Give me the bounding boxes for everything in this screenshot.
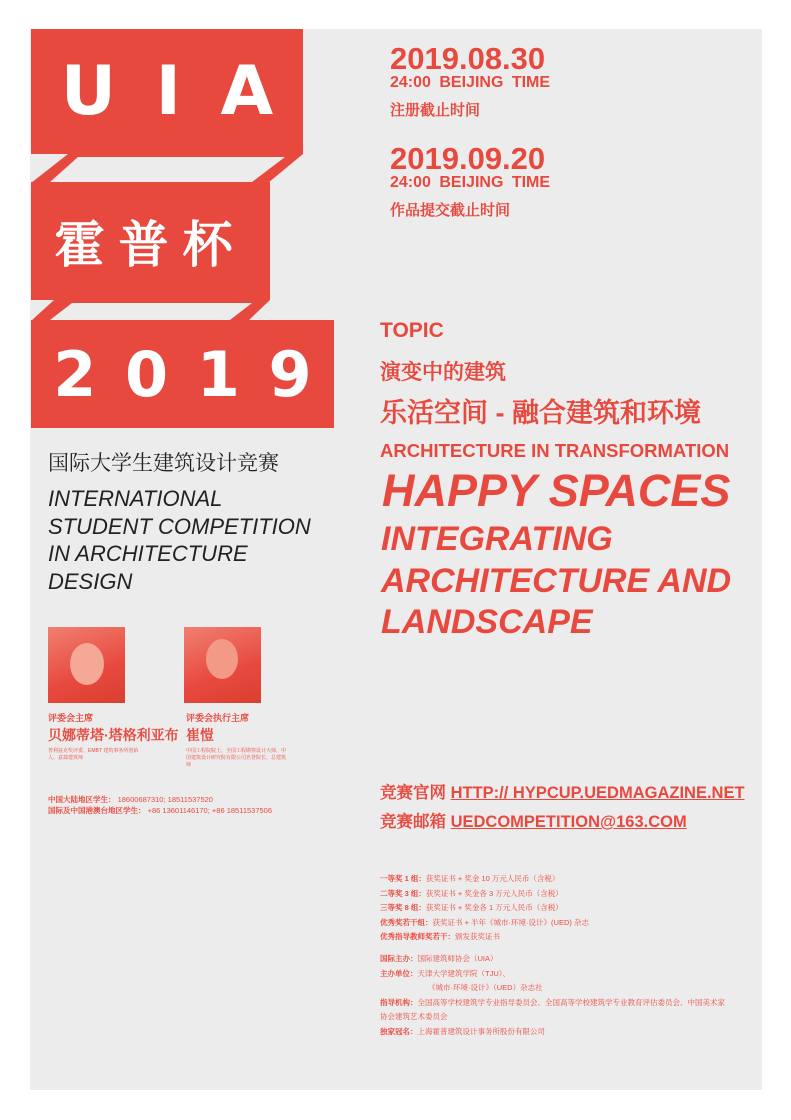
topic-cn-1: 演变中的建筑 bbox=[380, 361, 506, 384]
title-en: INTERNATIONAL STUDENT COMPETITION IN ARCHITECTURE DESIGN bbox=[48, 486, 311, 594]
prize-value: 颁发获奖证书 bbox=[455, 932, 500, 941]
contact-label: 国际及中国港澳台地区学生： bbox=[48, 806, 146, 815]
logo-letter: U bbox=[60, 52, 117, 131]
prize-row bbox=[380, 916, 589, 931]
organizer-value: 《城市·环境·设计》（UED）杂志社 bbox=[428, 983, 543, 992]
organizer-value: 协会建筑艺术委员会 bbox=[380, 1012, 448, 1021]
contacts bbox=[48, 794, 272, 816]
links bbox=[380, 779, 745, 837]
logo-digit: 2 bbox=[53, 337, 97, 411]
jury-role: 评委会主席 bbox=[48, 713, 94, 723]
prize-label: 优秀奖若干组： bbox=[380, 917, 433, 927]
email-label: 竞赛邮箱 bbox=[380, 813, 446, 831]
face-shape bbox=[70, 643, 104, 685]
title-cn: 国际大学生建筑设计竞赛 bbox=[48, 452, 279, 475]
deadline-label: 作品提交截止时间 bbox=[390, 202, 511, 219]
organizer-label: 指导机构： bbox=[380, 997, 418, 1007]
prize-row bbox=[380, 887, 589, 902]
deadline-time: 24:00 BEIJING TIME bbox=[390, 74, 551, 91]
logo-digit: 1 bbox=[196, 337, 240, 411]
contact-value: +86 13601146170; +86 18511537506 bbox=[147, 806, 273, 815]
topic-en-4: ARCHITECTURE AND bbox=[381, 562, 732, 600]
logo-digit: 0 bbox=[125, 337, 169, 411]
website-row bbox=[380, 779, 745, 808]
jury-bio: 普利兹克奖评委、EMBT 建筑事务所创始人、意裔建筑师 bbox=[48, 748, 139, 761]
prize-label: 优秀指导教师奖若干： bbox=[380, 932, 455, 941]
logo-letter: I bbox=[155, 52, 181, 131]
prize-value: 获奖证书 + 奖金 10 万元人民币（含税） bbox=[425, 874, 560, 883]
organizer-row bbox=[380, 1010, 725, 1025]
organizer-label: 主办单位： bbox=[380, 968, 418, 978]
organizer-row bbox=[380, 967, 725, 982]
deadline-date: 2019.09.20 bbox=[390, 141, 546, 176]
contact-row bbox=[48, 805, 272, 816]
organizer-label: 独家冠名： bbox=[380, 1026, 418, 1036]
deadline-label: 注册截止时间 bbox=[390, 102, 481, 119]
organizer-row bbox=[380, 996, 725, 1011]
organizer-row bbox=[380, 952, 725, 967]
jury-name: 贝娜蒂塔·塔格利亚布 bbox=[48, 727, 179, 743]
prize-label: 三等奖 8 组： bbox=[380, 903, 426, 912]
prize-list bbox=[380, 872, 589, 945]
prize-value: 获奖证书 + 奖金各 3 万元人民币（含税） bbox=[425, 888, 563, 898]
contact-row bbox=[48, 794, 272, 805]
email-row bbox=[380, 808, 745, 837]
email-link[interactable]: UEDCOMPETITION@163.COM bbox=[450, 813, 687, 831]
prize-value: 获奖证书 + 半年《城市·环境·设计》(UED) 杂志 bbox=[432, 917, 589, 927]
prize-row bbox=[380, 872, 589, 887]
topic-en-2: HAPPY SPACES bbox=[382, 465, 731, 516]
organizer-value: 天津大学建筑学院（TJU）、 bbox=[417, 968, 510, 978]
organizer-value: 上海霍普建筑设计事务所股份有限公司 bbox=[417, 1026, 545, 1036]
logo-year-block bbox=[31, 320, 334, 428]
prize-value: 获奖证书 + 奖金各 1 万元人民币（含税） bbox=[425, 903, 563, 912]
poster bbox=[30, 29, 762, 1090]
jury-bio: 中国工程院院士，全国工程勘察设计大师，中国建筑设计研究院有限公司名誉院长、总建筑师 bbox=[186, 748, 287, 768]
jury-role: 评委会执行主席 bbox=[186, 713, 250, 723]
topic-en-3: INTEGRATING bbox=[381, 520, 613, 558]
contact-label: 中国大陆地区学生： bbox=[48, 795, 116, 804]
topic-cn-2: 乐活空间 - 融合建筑和环境 bbox=[380, 398, 701, 428]
organizer-row bbox=[380, 1025, 725, 1040]
prize-label: 二等奖 3 组： bbox=[380, 888, 426, 898]
jury-name: 崔愷 bbox=[186, 727, 214, 743]
face-shape bbox=[206, 639, 238, 679]
jury-photo-executive-chair bbox=[184, 627, 261, 703]
logo-digit: 9 bbox=[268, 337, 312, 411]
deadline-date: 2019.08.30 bbox=[390, 41, 546, 76]
website-link[interactable]: HTTP:// HYPCUP.UEDMAGAZINE.NET bbox=[450, 784, 745, 802]
logo-cup-block: 霍普杯 bbox=[31, 182, 270, 300]
organizer-list bbox=[380, 952, 725, 1039]
jury-photo-chair bbox=[48, 627, 125, 703]
logo-uia-block bbox=[31, 29, 303, 154]
deadline-time: 24:00 BEIJING TIME bbox=[390, 174, 551, 191]
prize-label: 一等奖 1 组： bbox=[380, 874, 426, 883]
topic-en-1: ARCHITECTURE IN TRANSFORMATION bbox=[380, 440, 730, 461]
prize-row bbox=[380, 930, 589, 945]
organizer-row bbox=[380, 981, 725, 996]
contact-value: 18600687310; 18511537520 bbox=[117, 795, 213, 804]
organizer-value: 全国高等学校建筑学专业指导委员会、全国高等学校建筑学专业教育评估委员会、中国美术家 bbox=[417, 997, 725, 1007]
topic-heading: TOPIC bbox=[380, 319, 444, 342]
organizer-value: 国际建筑师协会（UIA） bbox=[417, 954, 498, 963]
website-label: 竞赛官网 bbox=[380, 784, 446, 802]
prize-row bbox=[380, 901, 589, 916]
logo-letter: A bbox=[220, 52, 274, 131]
topic-en-5: LANDSCAPE bbox=[381, 603, 593, 641]
organizer-label: 国际主办： bbox=[380, 954, 418, 963]
